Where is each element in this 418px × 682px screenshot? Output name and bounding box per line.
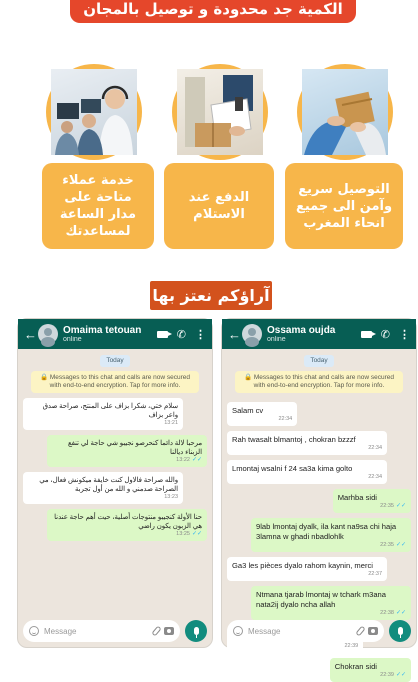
contact-name: Ossama oujda (267, 325, 336, 336)
phone-call-icon[interactable]: ✆ (176, 328, 186, 341)
message-time: 22:34 (368, 474, 382, 480)
more-options-icon[interactable]: ⋮ (399, 328, 410, 341)
contact-name: Omaima tetouan (63, 325, 142, 336)
message-time: 13:25 (176, 531, 190, 537)
message-bubble (227, 402, 297, 426)
avatar[interactable] (38, 324, 58, 344)
message-bubble (251, 586, 411, 620)
message-time: 22:34 (278, 416, 293, 422)
message-time: 22:35 (380, 542, 394, 548)
delivery-photo (297, 64, 393, 160)
call-center-icon (51, 69, 137, 155)
chat-header (222, 319, 416, 349)
input-placeholder: Message (44, 626, 77, 636)
message-time: 13:21 (164, 420, 178, 426)
message-time: 22:37 (368, 571, 382, 577)
message-bubble (330, 658, 411, 682)
read-ticks-icon: ✓✓ (395, 503, 406, 509)
message-input[interactable] (23, 620, 180, 642)
contact-status: online (63, 336, 82, 343)
chat-screenshot-ossama (221, 318, 417, 678)
emoji-icon[interactable] (233, 626, 243, 636)
contact-info[interactable] (63, 325, 157, 343)
message-time: 22:39 (380, 672, 394, 678)
read-ticks-icon: ✓✓ (395, 672, 406, 678)
message-bubble (227, 431, 387, 455)
message-input-bar (18, 618, 212, 644)
message-bubble (23, 398, 183, 430)
cash-on-delivery-photo (172, 64, 268, 160)
message-text: Salam cv (232, 406, 264, 415)
mic-button[interactable] (185, 620, 207, 642)
message-input[interactable] (227, 620, 384, 642)
attach-icon[interactable] (355, 626, 365, 637)
message-bubble (333, 489, 411, 513)
message-text: سلام ختي، شكرا بزاف على المنتج، صراحة صدق واعر بزاف (42, 403, 178, 419)
message-time: 22:39 (344, 643, 359, 649)
message-text: حنا الأولة كنجيبو منتوجات أصلية، حيت أهم حاجة عندنا هي الزبون يكون راضي (54, 514, 202, 530)
chat-area (18, 349, 212, 617)
call-center-photo (46, 64, 142, 160)
message-text: Rah twasalt blmantoj , chokran bzzzf (232, 435, 356, 444)
read-ticks-icon: ✓✓ (395, 610, 406, 616)
message-text: والله صراحة فالاول كنت خايفة ميكونش فعال، مي الصراحة صدمني و الله من أول تجربة (39, 477, 178, 493)
message-time: 22:38 (380, 610, 394, 616)
contact-status: online (267, 336, 286, 343)
message-bubble (227, 557, 387, 581)
message-text: Ntmana tjarab lmontaj w tchark m3ana nata2ij dyalo ncha allah (256, 590, 386, 609)
message-bubble (23, 472, 183, 504)
back-arrow-icon[interactable]: ← (24, 326, 37, 342)
chat-screenshot-omaima (17, 318, 213, 648)
support-feature-card: خدمة عملاء متاحة على مدار الساعة لمساعدتك (42, 163, 154, 249)
message-text: 9lab lmontaj dyalk, ila kant na9sa chi haja 3lamna w ghadi nbadlohlk (256, 522, 397, 541)
message-time: 13:23 (164, 494, 178, 500)
date-label: Today (100, 355, 130, 367)
message-text: مرحبا لالة دائما كنحرصو نجيبو شي حاجة لي تنفع الزبناء ديالنا (67, 440, 202, 456)
chat-header (18, 319, 212, 349)
promo-banner: الكمية جد محدودة و توصيل بالمجان (70, 0, 356, 23)
message-bubble (251, 518, 411, 552)
cod-feature-card: الدفع عند الاستلام (164, 163, 274, 249)
read-ticks-icon: ✓✓ (191, 531, 202, 537)
avatar[interactable] (242, 324, 262, 344)
date-label: Today (304, 355, 334, 367)
back-arrow-icon[interactable]: ← (228, 326, 241, 342)
cash-on-delivery-icon (177, 69, 263, 155)
message-text: Ga3 les pièces dyalo rahom kaynin, merci (232, 561, 373, 570)
message-bubble (47, 435, 207, 467)
encryption-notice[interactable]: 🔒 Messages to this chat and calls are now secured with end-to-end encryption. Tap for more info. (31, 371, 199, 393)
emoji-icon[interactable] (29, 626, 39, 636)
encryption-notice[interactable]: 🔒 Messages to this chat and calls are now secured with end-to-end encryption. Tap for more info. (235, 371, 403, 393)
read-ticks-icon: ✓✓ (191, 457, 202, 463)
mic-icon (398, 627, 403, 635)
video-call-icon[interactable] (361, 331, 372, 338)
reviews-title: آراؤكم نعتز بها (150, 281, 272, 310)
more-options-icon[interactable]: ⋮ (195, 328, 206, 341)
message-time: 22:34 (368, 445, 382, 451)
camera-icon[interactable] (368, 627, 378, 635)
video-call-icon[interactable] (157, 331, 168, 338)
delivery-package-icon (302, 69, 388, 155)
shipping-feature-card: التوصيل سريع وآمن الى جميع انحاء المغرب (285, 163, 403, 249)
camera-icon[interactable] (164, 627, 174, 635)
mic-button[interactable] (389, 620, 411, 642)
read-ticks-icon: ✓✓ (395, 542, 406, 548)
message-input-bar (222, 618, 416, 644)
message-text: Chokran sidi (334, 662, 377, 671)
phone-call-icon[interactable]: ✆ (380, 328, 390, 341)
input-placeholder: Message (248, 626, 281, 636)
message-time: 22:35 (380, 503, 394, 509)
message-bubble (47, 509, 207, 541)
attach-icon[interactable] (151, 626, 161, 637)
message-text: Marhba sidi (337, 493, 377, 502)
message-bubble (227, 460, 387, 484)
contact-info[interactable] (267, 325, 361, 343)
message-text: Lmontaj wsalni f 24 sa3a kima golto (232, 464, 353, 473)
chat-area (222, 349, 416, 678)
mic-icon (194, 627, 199, 635)
message-time: 13:22 (176, 457, 190, 463)
